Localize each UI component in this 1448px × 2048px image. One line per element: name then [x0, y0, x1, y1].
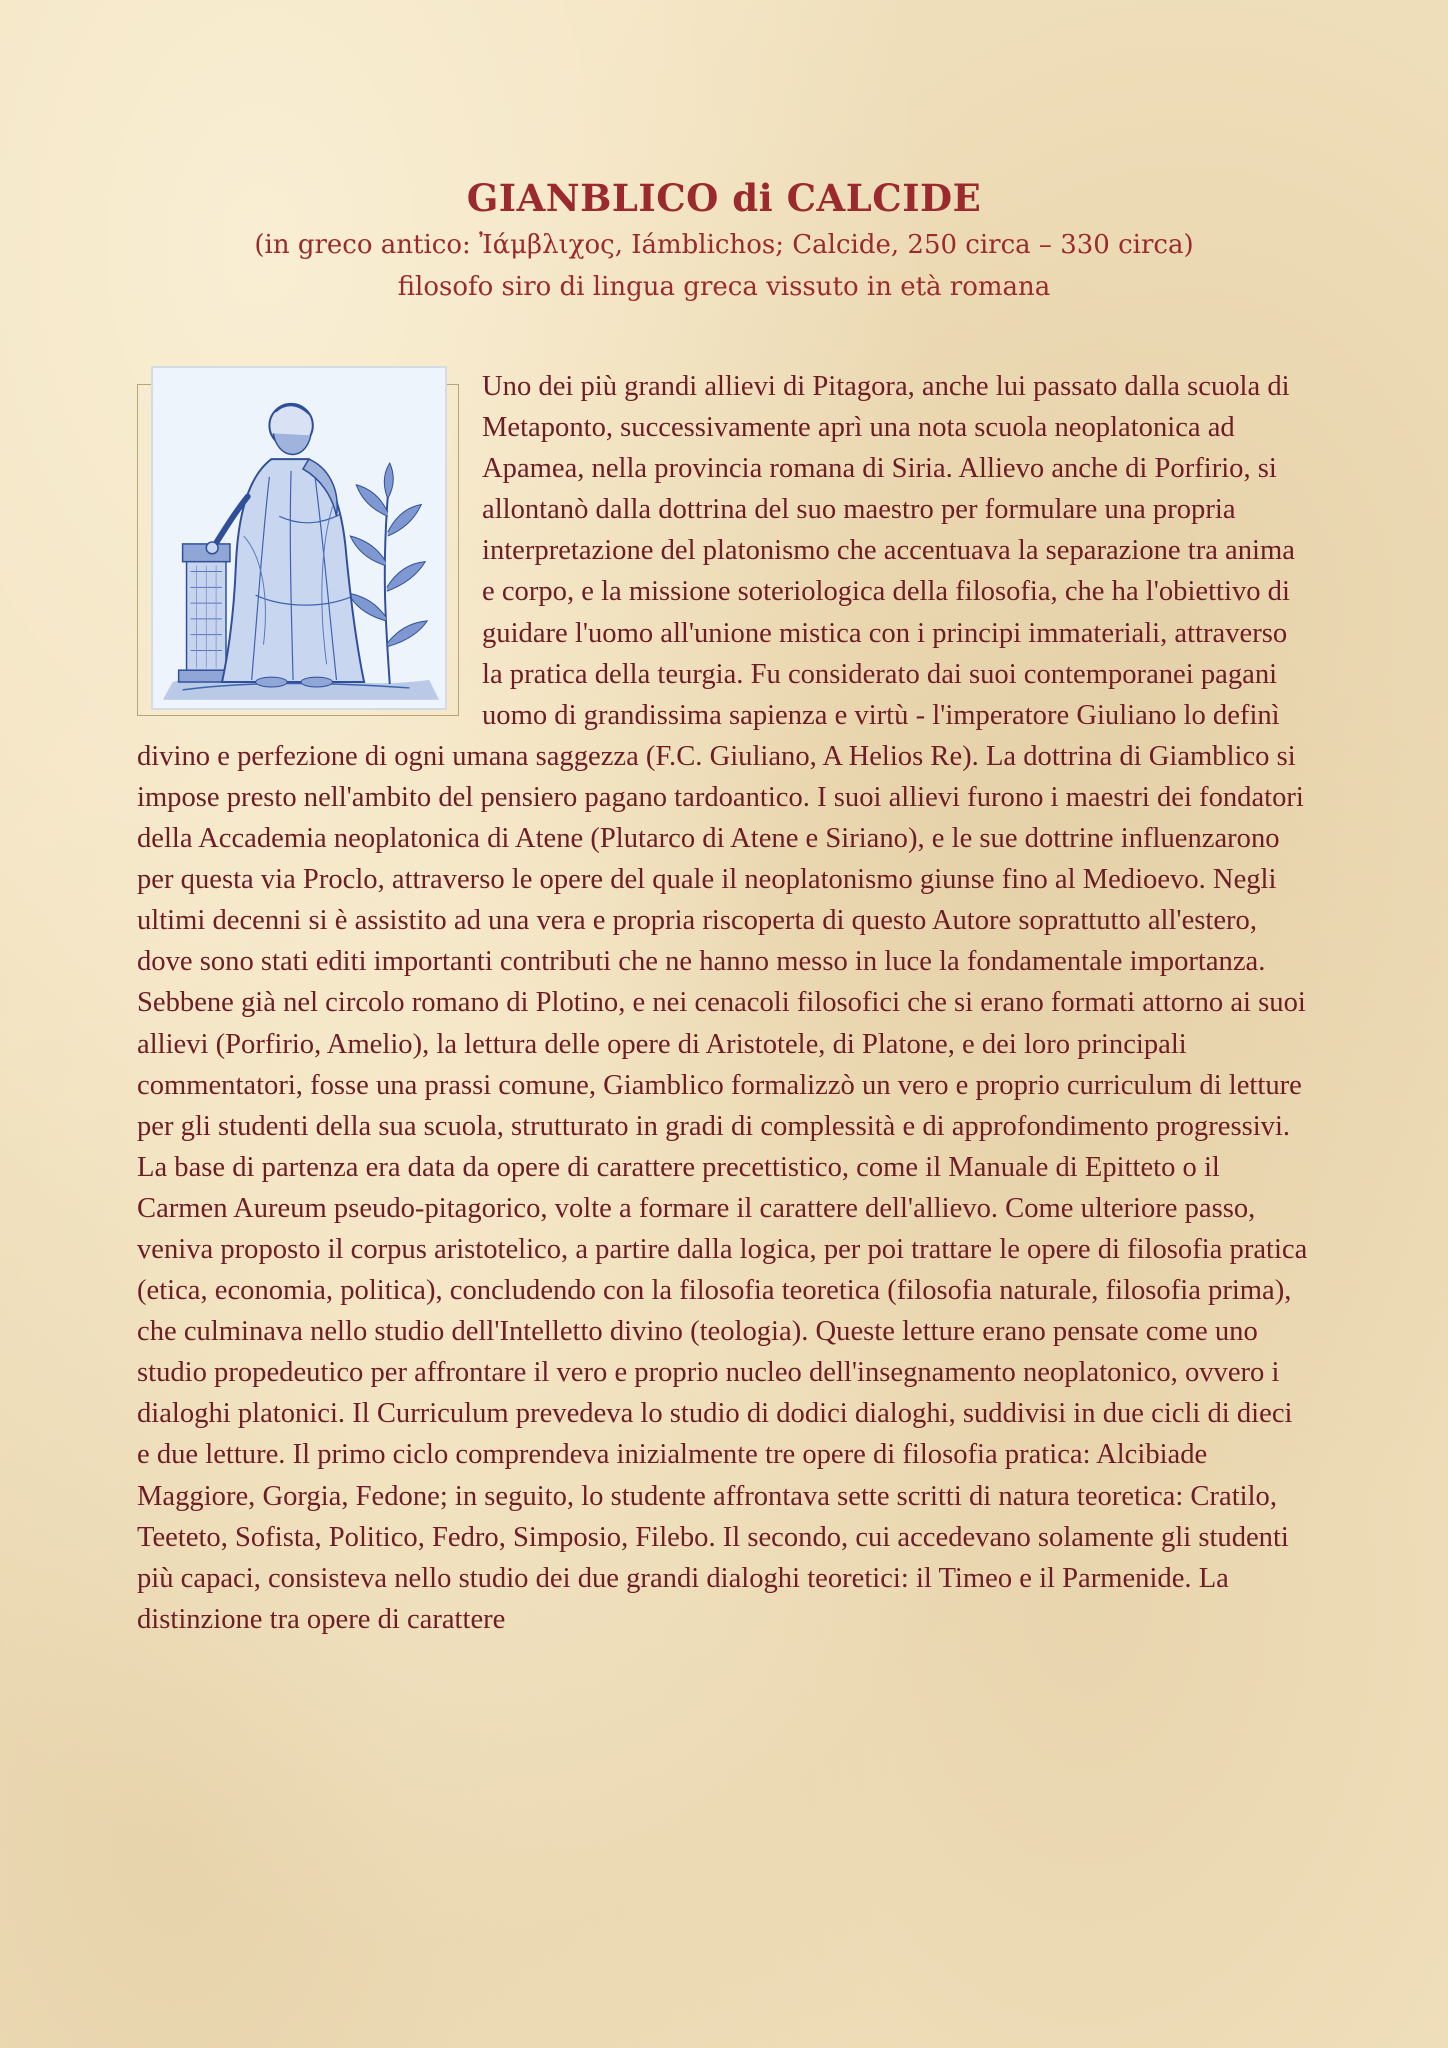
subtitle-line-1: (in greco antico: Ἰάμβλιχος, Iámblichos; Calcide, 250 circa – 330 circa) [254, 230, 1194, 260]
subtitle-line-2: filosofo siro di lingua greca vissuto in età romana [397, 272, 1051, 302]
paragraph-2: La base di partenza era data da opere di carattere precettistico, come il Manuale di Epitteto o il Carmen Aureum pseudo-pitagorico, volte a formare il carattere dell'allievo. Come ulteriore passo, veniva proposto il corpus aristotelico, a partire dalla logica, per poi trattare le opere di filosofia pratica (etica, economia, politica), concludendo con la filosofia teoretica (filosofia naturale, filosofia prima), che culminava nello studio dell'Intelletto divino (teologia). Queste letture erano pensate come uno studio propedeutico per affrontare il vero e proprio nucleo dell'insegnamento neoplatonico, ovvero i dialoghi platonici. Il Curriculum prevedeva lo studio di dodici dialoghi, suddivisi in due cicli di dieci e due letture. Il primo ciclo comprendeva inizialmente tre opere di filosofia pratica: Alcibiade Maggiore, Gorgia, Fedone; in seguito, lo studente affrontava sette scritti di natura teoretica: Cratilo, Teeteto, Sofista, Politico, Fedro, Simposio, Filebo. Il secondo, cui accedevano solamente gli studenti più capaci, consisteva nello studio dei due grandi dialoghi teoretici: il Timeo e il Parmenide. La distinzione tra opere di carattere [137, 1151, 1308, 1635]
portrait-figure [137, 366, 460, 720]
page-title: GIANBLICO di CALCIDE [466, 176, 982, 220]
philosopher-engraving-icon [151, 366, 447, 710]
paragraph-1: Uno dei più grandi allievi di Pitagora, anche lui passato dalla scuola di Metaponto, successivamente aprì una nota scuola neoplatonica ad Apamea, nella provincia romana di Siria. Allievo anche di Porfirio, si allontanò dalla dottrina del suo maestro per formulare una propria interpretazione del platonismo che accentuava la separazione tra anima e corpo, e la missione soteriologica della filosofia, che ha l'obiettivo di guidare l'uomo all'unione mistica con i principi immateriali, attraverso la pratica della teurgia. Fu considerato dai suoi contemporanei pagani uomo di grandissima sapienza e virtù - l'imperatore Giuliano lo definì divino e perfezione di ogni umana saggezza (F.C. Giuliano, A Helios Re). La dottrina di Giamblico si impose presto nell'ambito del pensiero pagano tardoantico. I suoi allievi furono i maestri dei fondatori della Accademia neoplatonica di Atene (Plutarco di Atene e Siriano), e le sue dottrine influenzarono per questa via Proclo, attraverso le opere del quale il neoplatonismo giunse fino al Medioevo. Negli ultimi decenni si è assistito ad una vera e propria riscoperta di questo Autore soprattutto all'estero, dove sono stati editi importanti contributi che ne hanno messo in luce la fondamentale importanza. Sebbene già nel circolo romano di Plotino, e nei cenacoli filosofici che si erano formati attorno ai suoi allievi (Porfirio, Amelio), la lettura delle opere di Aristotele, di Platone, e dei loro principali commentatori, fosse una prassi comune, Giamblico formalizzò un vero e proprio curriculum di letture per gli studenti della sua scuola, strutturato in gradi di complessità e di approfondimento progressivi. [137, 371, 1306, 1142]
document-header [0, 172, 1448, 308]
article-body [137, 366, 1312, 1640]
